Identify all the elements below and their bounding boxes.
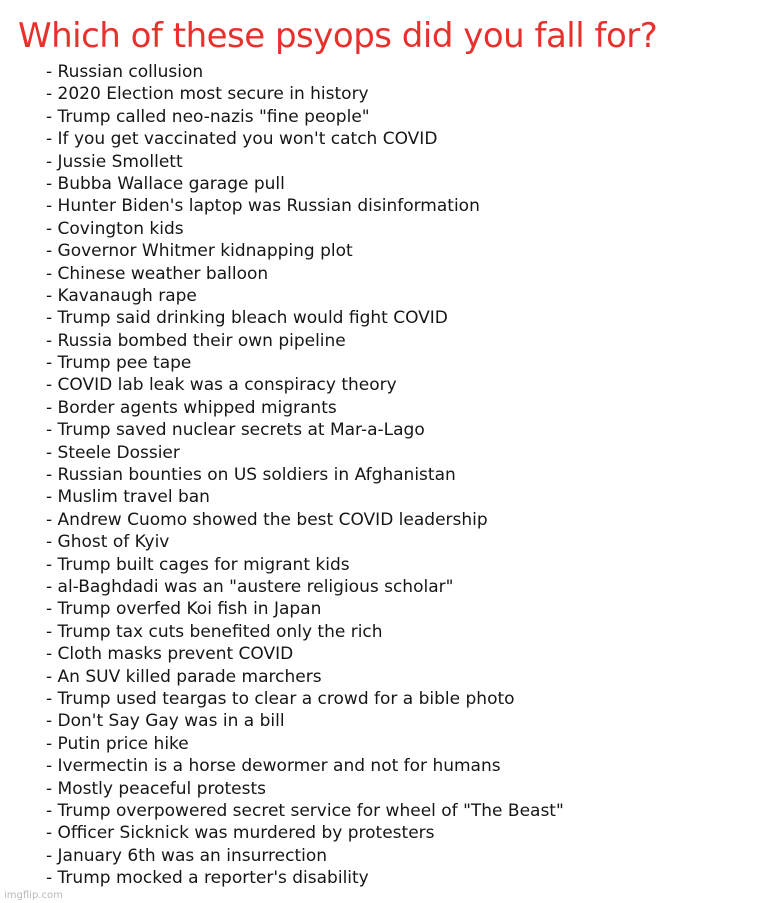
list-item: - If you get vaccinated you won't catch COVID — [46, 129, 438, 150]
list-item: - Cloth masks prevent COVID — [46, 644, 294, 665]
list-item: - Trump mocked a reporter's disability — [46, 868, 369, 889]
list-item: - Officer Sicknick was murdered by protesters — [46, 823, 435, 844]
list-item: - 2020 Election most secure in history — [46, 84, 369, 105]
list-item: - Jussie Smollett — [46, 151, 183, 172]
imgflip-watermark: imgflip.com — [4, 890, 63, 901]
page-title: Which of these psyops did you fall for? — [18, 16, 658, 56]
list-item: - Ivermectin is a horse dewormer and not for humans — [46, 756, 501, 777]
list-item: - Trump used teargas to clear a crowd for a bible photo — [46, 688, 515, 709]
list-item: - Trump pee tape — [46, 353, 192, 374]
list-item: - Andrew Cuomo showed the best COVID leadership — [46, 509, 488, 530]
list-item: - Chinese weather balloon — [46, 263, 269, 284]
list-item: - Trump overfed Koi fish in Japan — [46, 599, 322, 620]
list-item: - Kavanaugh rape — [46, 285, 197, 306]
list-item: - Mostly peaceful protests — [46, 778, 266, 799]
list-item: - Bubba Wallace garage pull — [46, 173, 285, 194]
list-item: - Russian bounties on US soldiers in Afghanistan — [46, 465, 456, 486]
list-item: - Don't Say Gay was in a bill — [46, 711, 285, 732]
psyop-list — [46, 61, 564, 889]
list-item: - al-Baghdadi was an "austere religious scholar" — [46, 576, 454, 597]
list-item: - Trump said drinking bleach would fight COVID — [46, 308, 448, 329]
list-item: - Trump tax cuts benefited only the rich — [46, 621, 383, 642]
list-item: - Covington kids — [46, 218, 184, 239]
list-item: - Border agents whipped migrants — [46, 397, 337, 418]
list-item: - Trump built cages for migrant kids — [46, 554, 350, 575]
list-item: - Muslim travel ban — [46, 487, 210, 508]
list-item: - Governor Whitmer kidnapping plot — [46, 241, 353, 262]
list-item: - Putin price hike — [46, 733, 189, 754]
list-item: - Trump saved nuclear secrets at Mar-a-Lago — [46, 420, 425, 441]
list-item: - An SUV killed parade marchers — [46, 666, 322, 687]
list-item: - Trump called neo-nazis "fine people" — [46, 106, 370, 127]
list-item: - Ghost of Kyiv — [46, 532, 170, 553]
list-item: - January 6th was an insurrection — [46, 845, 328, 866]
list-item: - Steele Dossier — [46, 442, 180, 463]
list-item: - Trump overpowered secret service for wheel of "The Beast" — [46, 800, 564, 821]
list-item: - Russian collusion — [46, 62, 204, 82]
list-item: - Hunter Biden's laptop was Russian disinformation — [46, 196, 480, 217]
list-item: - COVID lab leak was a conspiracy theory — [46, 375, 397, 396]
list-item: - Russia bombed their own pipeline — [46, 330, 346, 351]
